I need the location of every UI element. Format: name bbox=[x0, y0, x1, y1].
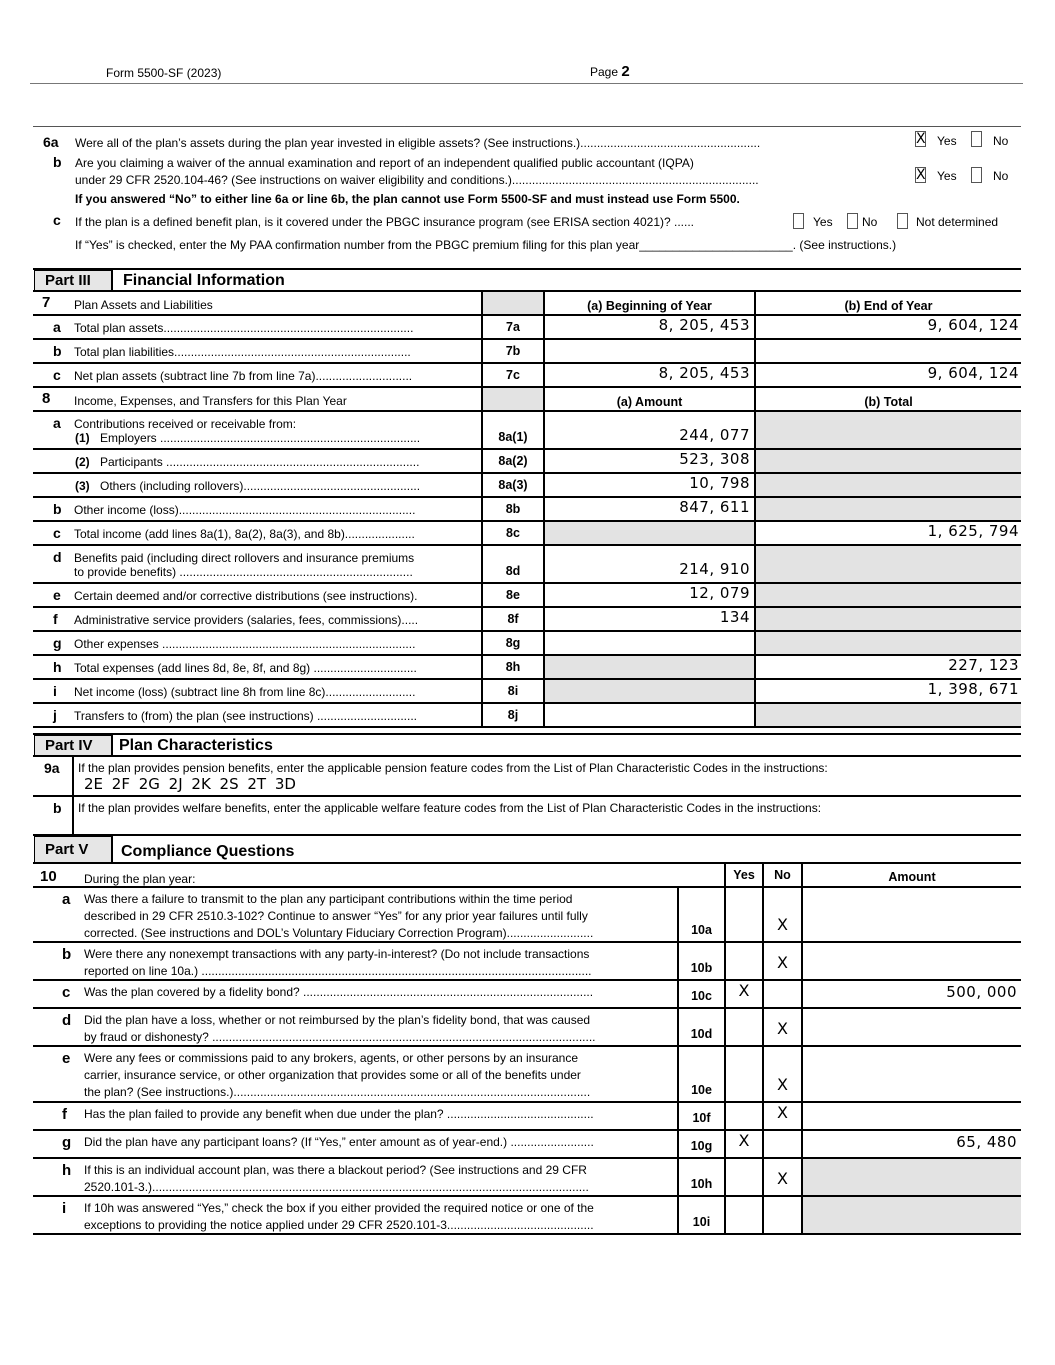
line8-col-a-header: (a) Amount bbox=[616, 395, 683, 409]
question-text: reported on line 10a.) ..................................................................................................................... bbox=[84, 964, 592, 978]
shaded-cell bbox=[803, 1197, 1021, 1233]
q6c-no-checkbox[interactable] bbox=[847, 213, 858, 229]
question-text: Has the plan failed to provide any benefit when due under the plan? ............................................ bbox=[84, 1107, 594, 1121]
q6c-label: c bbox=[53, 212, 61, 228]
line-code: 8h bbox=[505, 660, 521, 674]
line7-col-b-header: (b) End of Year bbox=[844, 299, 933, 313]
line-code: 8j bbox=[507, 708, 519, 722]
line-description: Other expenses ............................................................................ bbox=[74, 637, 416, 651]
line8a-letter: a bbox=[53, 415, 61, 431]
shaded-cell bbox=[545, 522, 754, 544]
line-letter: b bbox=[53, 501, 62, 517]
q6b-label: b bbox=[53, 154, 62, 170]
no-column-header: No bbox=[774, 868, 791, 882]
line-letter: h bbox=[53, 659, 62, 675]
shaded-cell bbox=[483, 388, 543, 410]
column-divider bbox=[801, 1009, 803, 1047]
line-description: Administrative service providers (salaries, fees, commissions)..... bbox=[74, 613, 419, 627]
row-divider bbox=[33, 726, 1021, 728]
amount-col-a-field[interactable]: 134 bbox=[719, 608, 750, 626]
q6a-label: 6a bbox=[43, 134, 59, 150]
line-code: 10i bbox=[692, 1215, 711, 1229]
column-divider bbox=[543, 704, 545, 728]
q6b-yes-checkbox[interactable]: X bbox=[916, 167, 926, 183]
no-checkbox[interactable]: X bbox=[777, 1075, 788, 1094]
column-divider bbox=[724, 888, 726, 943]
shaded-cell bbox=[756, 608, 1021, 630]
q6c-followup-text: If “Yes” is checked, enter the My PAA confirmation number from the PBGC premium filing for this plan year bbox=[75, 238, 640, 252]
line-code: 10h bbox=[690, 1177, 713, 1191]
part4-header-border bbox=[33, 755, 1021, 757]
line-letter: e bbox=[53, 587, 61, 603]
line-letter: b bbox=[62, 946, 72, 963]
row-divider bbox=[33, 1101, 1021, 1103]
column-divider bbox=[543, 608, 545, 632]
row-divider bbox=[33, 941, 1021, 943]
yes-checkbox[interactable]: X bbox=[738, 1131, 750, 1150]
q6c-followup-end: . (See instructions.) bbox=[792, 238, 897, 252]
page-label: Page bbox=[590, 65, 619, 79]
q6b-line2: under 29 CFR 2520.104-46? (See instructions on waiver eligibility and conditions.).......................................................................... bbox=[75, 173, 759, 187]
line7-title: Plan Assets and Liabilities bbox=[74, 298, 213, 312]
row-divider bbox=[33, 1007, 1021, 1009]
part4-title: Plan Characteristics bbox=[119, 737, 273, 754]
amount-col-a-field[interactable]: 8, 205, 453 bbox=[658, 316, 750, 334]
q9a-text: If the plan provides pension benefits, enter the applicable pension feature codes from the List of Plan Characteristic Codes in the instructions: bbox=[78, 761, 828, 775]
q9a-label: 9a bbox=[44, 760, 60, 776]
part3-title: Financial Information bbox=[123, 272, 285, 289]
line-letter: d bbox=[53, 549, 62, 565]
line-letter: i bbox=[62, 1200, 67, 1217]
column-divider bbox=[724, 1009, 726, 1047]
line-letter: a bbox=[53, 319, 61, 335]
line-letter: c bbox=[53, 525, 61, 541]
line10-text: During the plan year: bbox=[84, 872, 196, 886]
shaded-cell bbox=[756, 450, 1021, 472]
amount-col-b-field[interactable]: 1, 625, 794 bbox=[927, 522, 1019, 540]
sub-line-number: (1) bbox=[75, 431, 90, 445]
line-description: Employers .............................................................................. bbox=[100, 431, 421, 445]
shaded-cell bbox=[756, 498, 1021, 520]
column-divider bbox=[724, 1197, 726, 1235]
amount-col-a-field[interactable]: 10, 798 bbox=[689, 474, 750, 492]
line-letter: h bbox=[62, 1162, 72, 1179]
q6c-yes-checkbox[interactable] bbox=[793, 213, 804, 229]
shaded-cell bbox=[756, 632, 1021, 654]
amount-col-a-field[interactable]: 847, 611 bbox=[679, 498, 750, 516]
q6b-yes-label: Yes bbox=[937, 169, 957, 183]
line-code: 8a(1) bbox=[498, 430, 528, 444]
no-checkbox[interactable]: X bbox=[777, 1169, 788, 1188]
amount-col-b-field[interactable]: 227, 123 bbox=[948, 656, 1019, 674]
part3-top-border bbox=[33, 268, 1021, 270]
column-divider bbox=[801, 943, 803, 981]
line-code: 10d bbox=[690, 1027, 713, 1041]
shaded-cell bbox=[756, 474, 1021, 496]
page-indicator bbox=[590, 63, 630, 80]
q6-warning: If you answered “No” to either line 6a or line 6b, the plan cannot use Form 5500-SF and must instead use Form 5500. bbox=[75, 192, 740, 206]
line-code: 10c bbox=[691, 989, 712, 1003]
line-letter: g bbox=[62, 1134, 72, 1151]
q6c-yes-label: Yes bbox=[813, 215, 833, 229]
confirmation-number-field[interactable]: _______________________ bbox=[639, 238, 793, 252]
question-text: Did the plan have a loss, whether or not reimbursed by the plan’s fidelity bond, that was caused bbox=[84, 1013, 591, 1027]
question-text: Were any fees or commissions paid to any brokers, agents, or other persons by an insurance bbox=[84, 1051, 579, 1065]
line8-col-b-header: (b) Total bbox=[864, 395, 913, 409]
line-description: Net income (loss) (subtract line 8h from line 8c)........................... bbox=[74, 685, 416, 699]
line-letter: c bbox=[53, 367, 61, 383]
amount-col-a-field[interactable]: 8, 205, 453 bbox=[658, 364, 750, 382]
question-text: If 10h was answered “Yes,” check the box if you either provided the required notice or one of the bbox=[84, 1201, 594, 1215]
column-divider bbox=[543, 364, 545, 388]
form-name: Form 5500-SF (2023) bbox=[106, 66, 222, 80]
line-code: 7c bbox=[506, 368, 520, 382]
header-divider bbox=[30, 83, 1023, 84]
column-divider bbox=[754, 522, 756, 546]
line-letter: b bbox=[53, 343, 62, 359]
amount-col-b-field[interactable]: 9, 604, 124 bbox=[927, 316, 1019, 334]
column-divider bbox=[724, 1103, 726, 1131]
line-description: Other income (loss)....................................................................... bbox=[74, 503, 416, 517]
question-text: Were there any nonexempt transactions with any party-in-interest? (Do not include transactions bbox=[84, 947, 590, 961]
line7-col-a-header: (a) Beginning of Year bbox=[587, 299, 712, 313]
question-text: the plan? (See instructions.)........................................................................................................... bbox=[84, 1085, 591, 1099]
q6a-no-checkbox[interactable] bbox=[971, 131, 982, 147]
page-number: 2 bbox=[621, 63, 630, 80]
column-divider bbox=[724, 1047, 726, 1103]
line8a-intro-text: Contributions received or receivable from: bbox=[74, 417, 297, 431]
line-code: 8g bbox=[505, 636, 521, 650]
line-description: Total income (add lines 8a(1), 8a(2), 8a(3), and 8b)..................... bbox=[74, 527, 415, 541]
line-description-cont: to provide benefits) ...................................................................... bbox=[74, 565, 413, 579]
amount-col-a-field[interactable]: 214, 910 bbox=[679, 560, 750, 578]
column-divider bbox=[543, 584, 545, 608]
row-divider bbox=[33, 1129, 1021, 1131]
question-text: 2520.101-3.)................................................................................................................................... bbox=[84, 1180, 589, 1194]
no-checkbox[interactable]: X bbox=[777, 915, 788, 934]
shaded-cell bbox=[756, 704, 1021, 726]
column-divider bbox=[543, 546, 545, 584]
amount-field[interactable]: 500, 000 bbox=[946, 983, 1017, 1001]
column-divider bbox=[543, 340, 545, 364]
column-divider bbox=[543, 498, 545, 522]
shaded-cell bbox=[483, 292, 543, 314]
line-code: 8a(3) bbox=[498, 478, 528, 492]
q6a-yes-label: Yes bbox=[937, 134, 957, 148]
q6c-text: If the plan is a defined benefit plan, is it covered under the PBGC insurance program (see ERISA section 4021)? ...... bbox=[75, 215, 695, 229]
part3-label: Part III bbox=[34, 270, 113, 291]
line-code: 10a bbox=[691, 923, 712, 937]
yes-column-header: Yes bbox=[733, 868, 755, 882]
part4-label: Part IV bbox=[34, 735, 113, 756]
q9b-text: If the plan provides welfare benefits, enter the applicable welfare feature codes from the List of Plan Characteristic Codes in the instructions: bbox=[78, 801, 822, 815]
no-checkbox[interactable]: X bbox=[777, 1019, 788, 1038]
line-description: Total expenses (add lines 8d, 8e, 8f, and 8g) ............................... bbox=[74, 661, 417, 675]
row-divider bbox=[33, 1045, 1021, 1047]
q6c-no-label: No bbox=[862, 215, 878, 229]
line-code: 10f bbox=[692, 1111, 711, 1125]
shaded-cell bbox=[756, 412, 1021, 448]
part5-top-border bbox=[33, 834, 1021, 836]
q6c-not-determined-checkbox[interactable] bbox=[897, 213, 908, 229]
part4-top-border bbox=[33, 733, 1021, 735]
column-divider bbox=[543, 632, 545, 656]
q6b-line1: Are you claiming a waiver of the annual examination and report of an independent qualified public accountant (IQPA) bbox=[75, 156, 694, 170]
shaded-cell bbox=[756, 584, 1021, 606]
line-description: Certain deemed and/or corrective distributions (see instructions). bbox=[74, 589, 418, 603]
row-divider bbox=[33, 338, 1021, 340]
line-letter: j bbox=[53, 707, 57, 723]
column-divider bbox=[724, 943, 726, 981]
column-divider bbox=[754, 364, 756, 388]
column-divider bbox=[754, 316, 756, 340]
q6b-no-checkbox[interactable] bbox=[971, 167, 982, 183]
line-letter: i bbox=[53, 683, 57, 699]
part5-label: Part V bbox=[34, 836, 113, 863]
shaded-cell bbox=[803, 1159, 1021, 1195]
amount-col-a-field[interactable]: 523, 308 bbox=[679, 450, 750, 468]
line-description: Total plan liabilities....................................................................... bbox=[74, 345, 411, 359]
q9a-divider bbox=[33, 795, 1021, 797]
column-divider bbox=[724, 1159, 726, 1197]
line-code: 10e bbox=[691, 1083, 712, 1097]
column-divider bbox=[801, 888, 803, 943]
line-description: Participants ............................................................................ bbox=[100, 455, 420, 469]
amount-col-a-field[interactable]: 244, 077 bbox=[679, 426, 750, 444]
q6b-no-label: No bbox=[993, 169, 1009, 183]
line8-number: 8 bbox=[42, 390, 51, 407]
line-description: Net plan assets (subtract line 7b from line 7a)............................. bbox=[74, 369, 413, 383]
question-text: by fraud or dishonesty? ................................................................................................................... bbox=[84, 1030, 596, 1044]
column-divider bbox=[762, 1131, 764, 1159]
amount-col-a-field[interactable]: 12, 079 bbox=[689, 584, 750, 602]
column-divider bbox=[801, 981, 803, 1009]
line-code: 8f bbox=[507, 612, 519, 626]
column-divider bbox=[801, 1103, 803, 1131]
part5-title: Compliance Questions bbox=[121, 843, 295, 860]
line8-title: Income, Expenses, and Transfers for this Plan Year bbox=[74, 394, 347, 408]
amount-column-header: Amount bbox=[888, 870, 936, 884]
row-divider bbox=[33, 979, 1021, 981]
line-code: 8i bbox=[507, 684, 519, 698]
amount-field[interactable]: 65, 480 bbox=[956, 1133, 1017, 1151]
column-divider bbox=[801, 1047, 803, 1103]
line-letter: f bbox=[53, 611, 58, 627]
q6c-followup bbox=[75, 238, 896, 252]
column-divider bbox=[543, 316, 545, 340]
column-divider bbox=[762, 1197, 764, 1235]
line-letter: g bbox=[53, 635, 62, 651]
question-text: If this is an individual account plan, was there a blackout period? (See instructions and 29 CFR bbox=[84, 1163, 587, 1177]
line-code: 7a bbox=[506, 320, 520, 334]
column-divider bbox=[543, 450, 545, 474]
line-letter: a bbox=[62, 891, 71, 908]
line-code: 8c bbox=[506, 526, 520, 540]
question-text: exceptions to providing the notice applied under 29 CFR 2520.101-3............................................ bbox=[84, 1218, 594, 1232]
amount-col-b-field[interactable]: 9, 604, 124 bbox=[927, 364, 1019, 382]
line-letter: c bbox=[62, 984, 71, 1001]
column-divider bbox=[754, 340, 756, 364]
line-description: Transfers to (from) the plan (see instructions) .............................. bbox=[74, 709, 417, 723]
q6c-not-determined-label: Not determined bbox=[916, 215, 999, 229]
shaded-cell bbox=[545, 680, 754, 702]
no-checkbox[interactable]: X bbox=[777, 953, 788, 972]
shaded-cell bbox=[756, 546, 1021, 582]
yes-checkbox[interactable]: X bbox=[738, 981, 750, 1000]
column-divider bbox=[754, 680, 756, 704]
sub-line-number: (3) bbox=[75, 479, 90, 493]
line-letter: d bbox=[62, 1012, 72, 1029]
line-description: Others (including rollovers)..................................................... bbox=[100, 479, 421, 493]
question-text: Was there a failure to transmit to the plan any participant contributions within the time period bbox=[84, 892, 573, 906]
no-checkbox[interactable]: X bbox=[777, 1103, 788, 1122]
part5-header-border bbox=[33, 862, 1021, 864]
line-code: 10g bbox=[690, 1139, 713, 1153]
column-divider bbox=[801, 1131, 803, 1159]
line-code: 8e bbox=[506, 588, 520, 602]
line-description: Total plan assets........................................................................... bbox=[74, 321, 414, 335]
column-divider bbox=[543, 474, 545, 498]
line-letter: f bbox=[62, 1106, 67, 1123]
line-code: 8a(2) bbox=[498, 454, 528, 468]
question-text: Did the plan have any participant loans? (If “Yes,” enter amount as of year-end.) ......................... bbox=[84, 1135, 594, 1149]
line-code: 8d bbox=[505, 564, 521, 578]
line-description: Benefits paid (including direct rollovers and insurance premiums bbox=[74, 551, 415, 565]
row-divider bbox=[33, 886, 1021, 888]
line-code: 10b bbox=[690, 961, 713, 975]
section-divider bbox=[33, 126, 1021, 127]
row-divider bbox=[33, 1233, 1021, 1235]
question-text: described in 29 CFR 2510.3-102? Continue to answer “Yes” for any prior year failures until fully bbox=[84, 909, 588, 923]
q6a-yes-checkbox[interactable]: X bbox=[916, 131, 926, 147]
column-divider bbox=[543, 412, 545, 450]
line-letter: e bbox=[62, 1050, 71, 1067]
sub-line-number: (2) bbox=[75, 455, 90, 469]
q6a-text: Were all of the plan’s assets during the plan year invested in eligible assets? (See instructions.)...................................................... bbox=[75, 136, 761, 150]
q6a-no-label: No bbox=[993, 134, 1009, 148]
line10-number: 10 bbox=[40, 868, 57, 885]
line7-number: 7 bbox=[42, 294, 51, 311]
amount-col-b-field[interactable]: 1, 398, 671 bbox=[927, 680, 1019, 698]
shaded-cell bbox=[545, 656, 754, 678]
question-text: carrier, insurance service, or other organization that provides some or all of the benefits under bbox=[84, 1068, 581, 1082]
line-code: 8b bbox=[505, 502, 521, 516]
question-text: Was the plan covered by a fidelity bond? ....................................................................................... bbox=[84, 985, 594, 999]
pension-feature-codes-field[interactable]: 2E 2F 2G 2J 2K 2S 2T 3D bbox=[84, 775, 296, 793]
column-divider bbox=[762, 981, 764, 1009]
column-divider bbox=[754, 656, 756, 680]
q9b-label: b bbox=[53, 800, 62, 816]
question-text: corrected. (See instructions and DOL’s Voluntary Fiduciary Correction Program).......................... bbox=[84, 926, 594, 940]
line-code: 7b bbox=[505, 344, 521, 358]
